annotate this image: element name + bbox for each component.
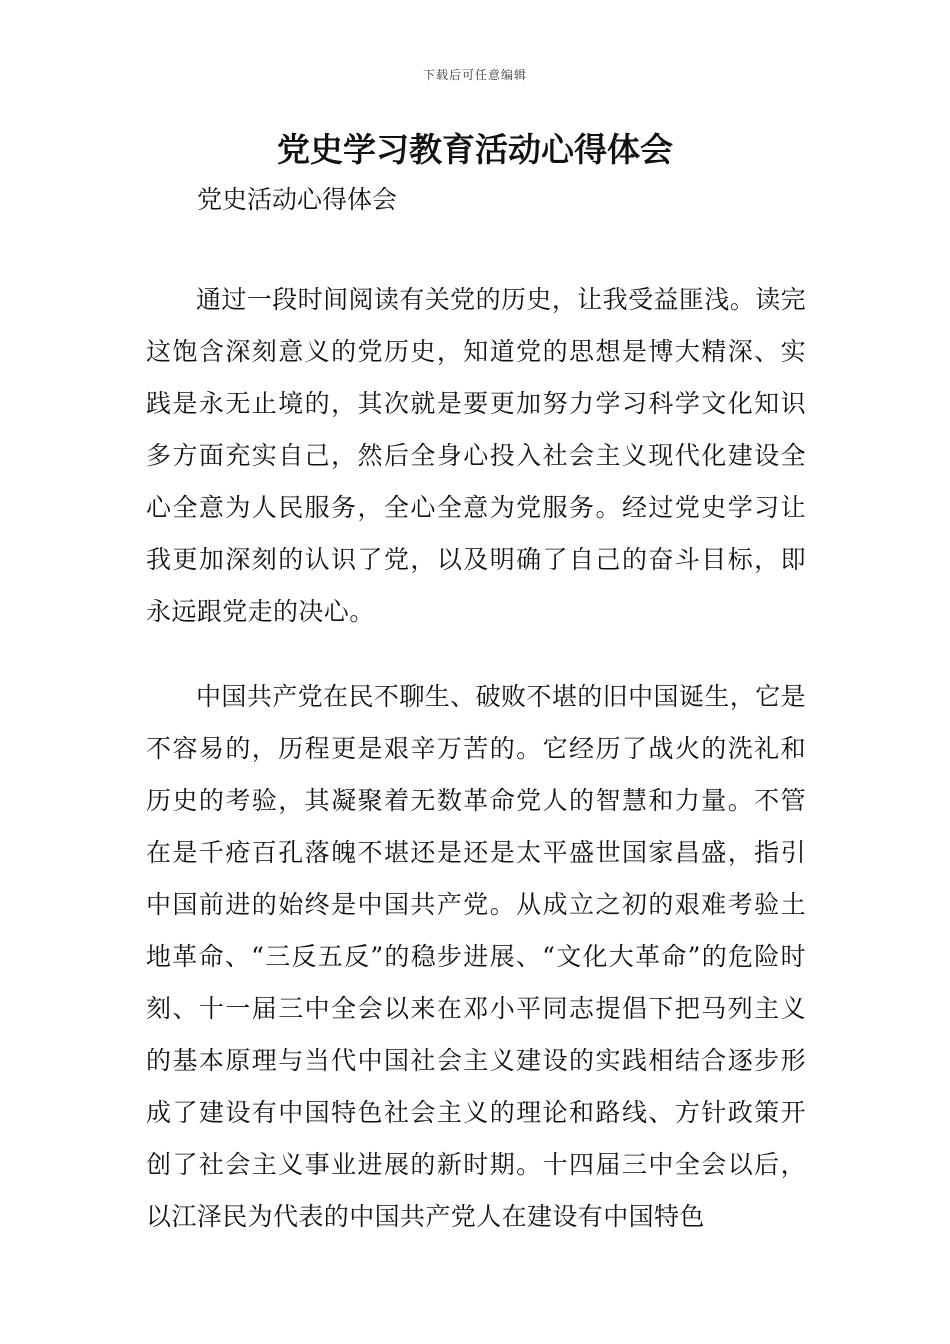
document-subtitle: 党史活动心得体会 [197, 185, 398, 214]
document-title: 党史学习教育活动心得体会 [277, 130, 673, 169]
paragraph-2: 中国共产党在民不聊生、破败不堪的旧中国诞生，它是不容易的，历程更是艰辛万苦的。它经历了战火的洗礼和历史的考验，其凝聚着无数革命党人的智慧和力量。不管在是千疮百孔落魄不堪还是还是太平盛世国家昌盛，指引中国前进的始终是中国共产党。从成立之初的艰难考验土地革命、“三反五反”的稳步进展、“文化大革命”的危险时刻、十一届三中全会以来在邓小平同志提倡下把马列主义的基本原理与当代中国社会主义建设的实践相结合逐步形成了建设有中国特色社会主义的理论和路线、方针政策开创了社会主义事业进展的新时期。十四届三中全会以后，以江泽民为代表的中国共产党人在建设有中国特色 [146, 682, 806, 1231]
header-note: 下载后可任意编辑 [422, 68, 527, 82]
paragraph-1: 通过一段时间阅读有关党的历史，让我受益匪浅。读完这饱含深刻意义的党历史，知道党的思想是博大精深、实践是永无止境的，其次就是要更加努力学习科学文化知识多方面充实自己，然后全身心投入社会主义现代化建设全心全意为人民服务，全心全意为党服务。经过党史学习让我更加深刻的认识了党，以及明确了自己的奋斗目标，即永远跟党走的决心。 [146, 285, 806, 626]
